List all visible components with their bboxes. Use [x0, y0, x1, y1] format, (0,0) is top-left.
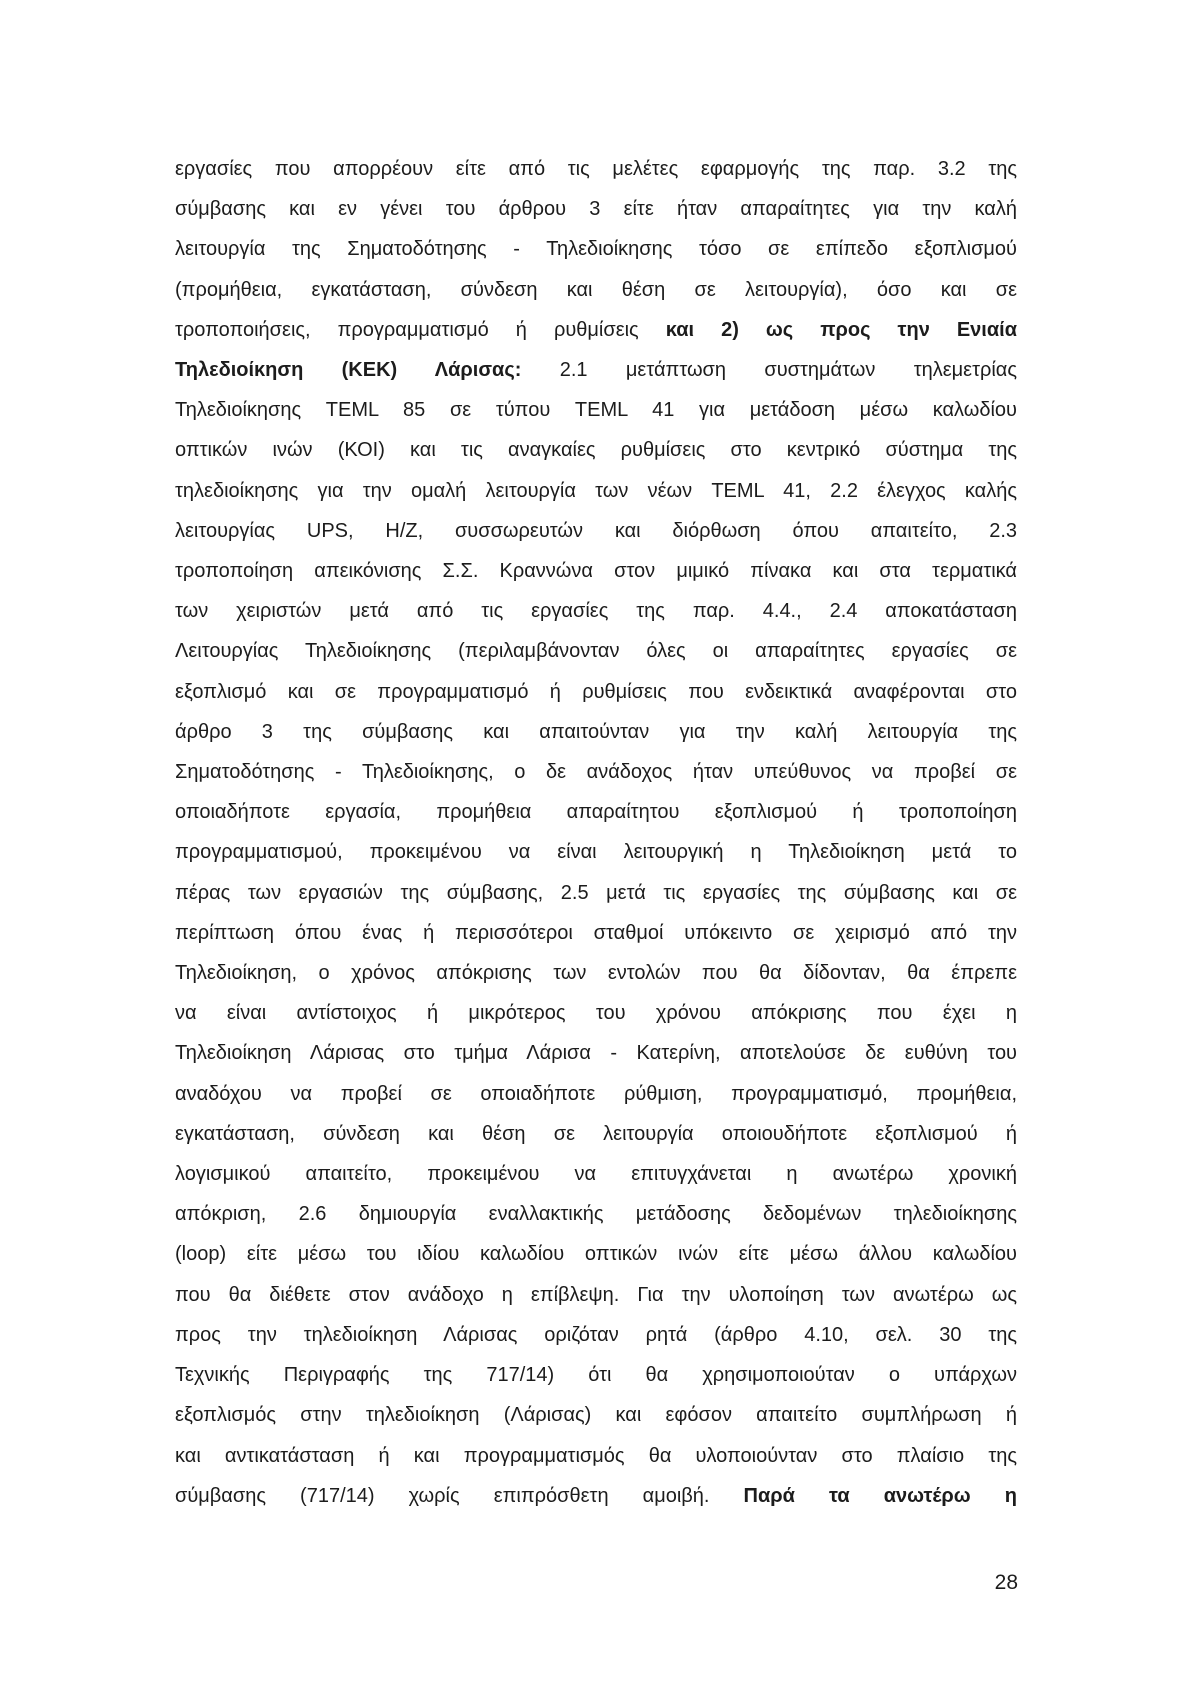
text-run: λειτουργίας UPS, Η/Ζ, συσσωρευτών και διόρθωση όπου απαιτείτο, 2.3: [175, 519, 1017, 542]
text-line: [175, 1355, 1017, 1395]
text-run: αναδόχου να προβεί σε οποιαδήποτε ρύθμιση, προγραμματισμό, προμήθεια,: [175, 1082, 1017, 1105]
text-run: που θα διέθετε στον ανάδοχο η επίβλεψη. Για την υλοποίηση των ανωτέρω ως: [175, 1283, 1017, 1306]
text-run: τροποποίηση απεικόνισης Σ.Σ. Κραννώνα στον μιμικό πίνακα και στα τερματικά: [175, 560, 1017, 583]
text-line: [175, 270, 1017, 310]
text-line: [175, 149, 1017, 189]
text-line: [175, 712, 1017, 752]
text-line: [175, 390, 1017, 430]
text-run: λογισμικού απαιτείτο, προκειμένου να επιτυγχάνεται η ανωτέρω χρονική: [175, 1163, 1017, 1186]
text-run: λειτουργία της Σηματοδότησης - Τηλεδιοίκησης τόσο σε επίπεδο εξοπλισμού: [175, 238, 1017, 261]
text-line: [175, 832, 1017, 872]
text-run: σύμβασης και εν γένει του άρθρου 3 είτε ήταν απαραίτητες για την καλή: [175, 198, 1017, 221]
text-line: [175, 1436, 1017, 1476]
text-line: [175, 551, 1017, 591]
text-run: Λειτουργίας Τηλεδιοίκησης (περιλαμβάνονταν όλες οι απαραίτητες εργασίες σε: [175, 640, 1017, 663]
text-run-bold: Τηλεδιοίκηση (ΚΕΚ) Λάρισας:: [175, 359, 522, 382]
text-run: (προμήθεια, εγκατάσταση, σύνδεση και θέση σε λειτουργία), όσο και σε: [175, 278, 1017, 301]
text-run: εργασίες που απορρέουν είτε από τις μελέτες εφαρμογής της παρ. 3.2 της: [175, 158, 1017, 180]
text-run: προγραμματισμού, προκειμένου να είναι λειτουργική η Τηλεδιοίκηση μετά το: [175, 841, 1017, 864]
text-line: [175, 310, 1017, 350]
text-line: [175, 792, 1017, 832]
text-line: [175, 189, 1017, 229]
text-run: και αντικατάσταση ή και προγραμματισμός θα υλοποιούνταν στο πλαίσιο της: [175, 1444, 1017, 1467]
text-run: τηλεδιοίκησης για την ομαλή λειτουργία των νέων TEML 41, 2.2 έλεγχος καλής: [175, 479, 1017, 502]
text-run: να είναι αντίστοιχος ή μικρότερος του χρόνου απόκρισης που έχει η: [175, 1002, 1017, 1025]
text-run: Τηλεδιοίκησης TEML 85 σε τύπου TEML 41 για μετάδοση μέσω καλωδίου: [175, 399, 1017, 422]
text-line: [175, 1275, 1017, 1315]
text-run: (loop) είτε μέσω του ιδίου καλωδίου οπτικών ινών είτε μέσω άλλου καλωδίου: [175, 1243, 1017, 1266]
text-run: περίπτωση όπου ένας ή περισσότεροι σταθμοί υπόκειντο σε χειρισμό από την: [175, 921, 1017, 944]
text-line: [175, 752, 1017, 792]
text-line: [175, 350, 1017, 390]
text-run-bold: Παρά τα ανωτέρω η: [743, 1484, 1017, 1507]
text-run: σύμβασης (717/14) χωρίς επιπρόσθετη αμοιβή.: [175, 1484, 744, 1507]
text-run: απόκριση, 2.6 δημιουργία εναλλακτικής μετάδοσης δεδομένων τηλεδιοίκησης: [175, 1203, 1017, 1226]
text-run: 2.1 μετάπτωση συστημάτων τηλεμετρίας: [521, 359, 1017, 382]
text-line: [175, 430, 1017, 470]
text-line: [175, 1234, 1017, 1274]
text-run: Τεχνικής Περιγραφής της 717/14) ότι θα χρησιμοποιούταν ο υπάρχων: [175, 1364, 1017, 1387]
text-line: [175, 953, 1017, 993]
text-line: [175, 511, 1017, 551]
text-run: άρθρο 3 της σύμβασης και απαιτούνταν για την καλή λειτουργία της: [175, 720, 1017, 743]
text-run: τροποποιήσεις, προγραμματισμό ή ρυθμίσεις: [175, 318, 666, 341]
text-run-bold: και 2) ως προς την Ενιαία: [665, 318, 1018, 341]
body-text: [175, 149, 1017, 1516]
text-line: [175, 1114, 1017, 1154]
text-line: [175, 591, 1017, 631]
page-number: 28: [994, 1571, 1018, 1594]
text-line: [175, 913, 1017, 953]
text-run: οποιαδήποτε εργασία, προμήθεια απαραίτητου εξοπλισμού ή τροποποίηση: [175, 801, 1017, 824]
text-run: των χειριστών μετά από τις εργασίες της παρ. 4.4., 2.4 αποκατάσταση: [175, 600, 1017, 623]
text-run: εξοπλισμό και σε προγραμματισμό ή ρυθμίσεις που ενδεικτικά αναφέρονται στο: [175, 680, 1017, 703]
text-run: πέρας των εργασιών της σύμβασης, 2.5 μετά τις εργασίες της σύμβασης και σε: [175, 881, 1017, 904]
text-line: [175, 1033, 1017, 1073]
text-line: [175, 1194, 1017, 1234]
text-line: [175, 873, 1017, 913]
text-line: [175, 471, 1017, 511]
text-run: Τηλεδιοίκηση, ο χρόνος απόκρισης των εντολών που θα δίδονταν, θα έπρεπε: [175, 962, 1017, 985]
text-line: [175, 993, 1017, 1033]
text-line: [175, 1476, 1017, 1516]
text-run: Σηματοδότησης - Τηλεδιοίκησης, ο δε ανάδοχος ήταν υπεύθυνος να προβεί σε: [175, 761, 1017, 784]
text-run: Τηλεδιοίκηση Λάρισας στο τμήμα Λάρισα - Κατερίνη, αποτελούσε δε ευθύνη του: [175, 1042, 1017, 1065]
text-line: [175, 1154, 1017, 1194]
text-line: [175, 1395, 1017, 1435]
text-run: εξοπλισμός στην τηλεδιοίκηση (Λάρισας) και εφόσον απαιτείτο συμπλήρωση ή: [175, 1404, 1017, 1427]
text-line: [175, 1315, 1017, 1355]
text-line: [175, 229, 1017, 269]
text-line: [175, 672, 1017, 712]
text-line: [175, 631, 1017, 671]
text-run: προς την τηλεδιοίκηση Λάρισας οριζόταν ρητά (άρθρο 4.10, σελ. 30 της: [175, 1323, 1017, 1346]
text-run: εγκατάσταση, σύνδεση και θέση σε λειτουργία οποιουδήποτε εξοπλισμού ή: [175, 1122, 1017, 1145]
text-line: [175, 1074, 1017, 1114]
text-run: οπτικών ινών (ΚΟΙ) και τις αναγκαίες ρυθμίσεις στο κεντρικό σύστημα της: [175, 439, 1017, 462]
